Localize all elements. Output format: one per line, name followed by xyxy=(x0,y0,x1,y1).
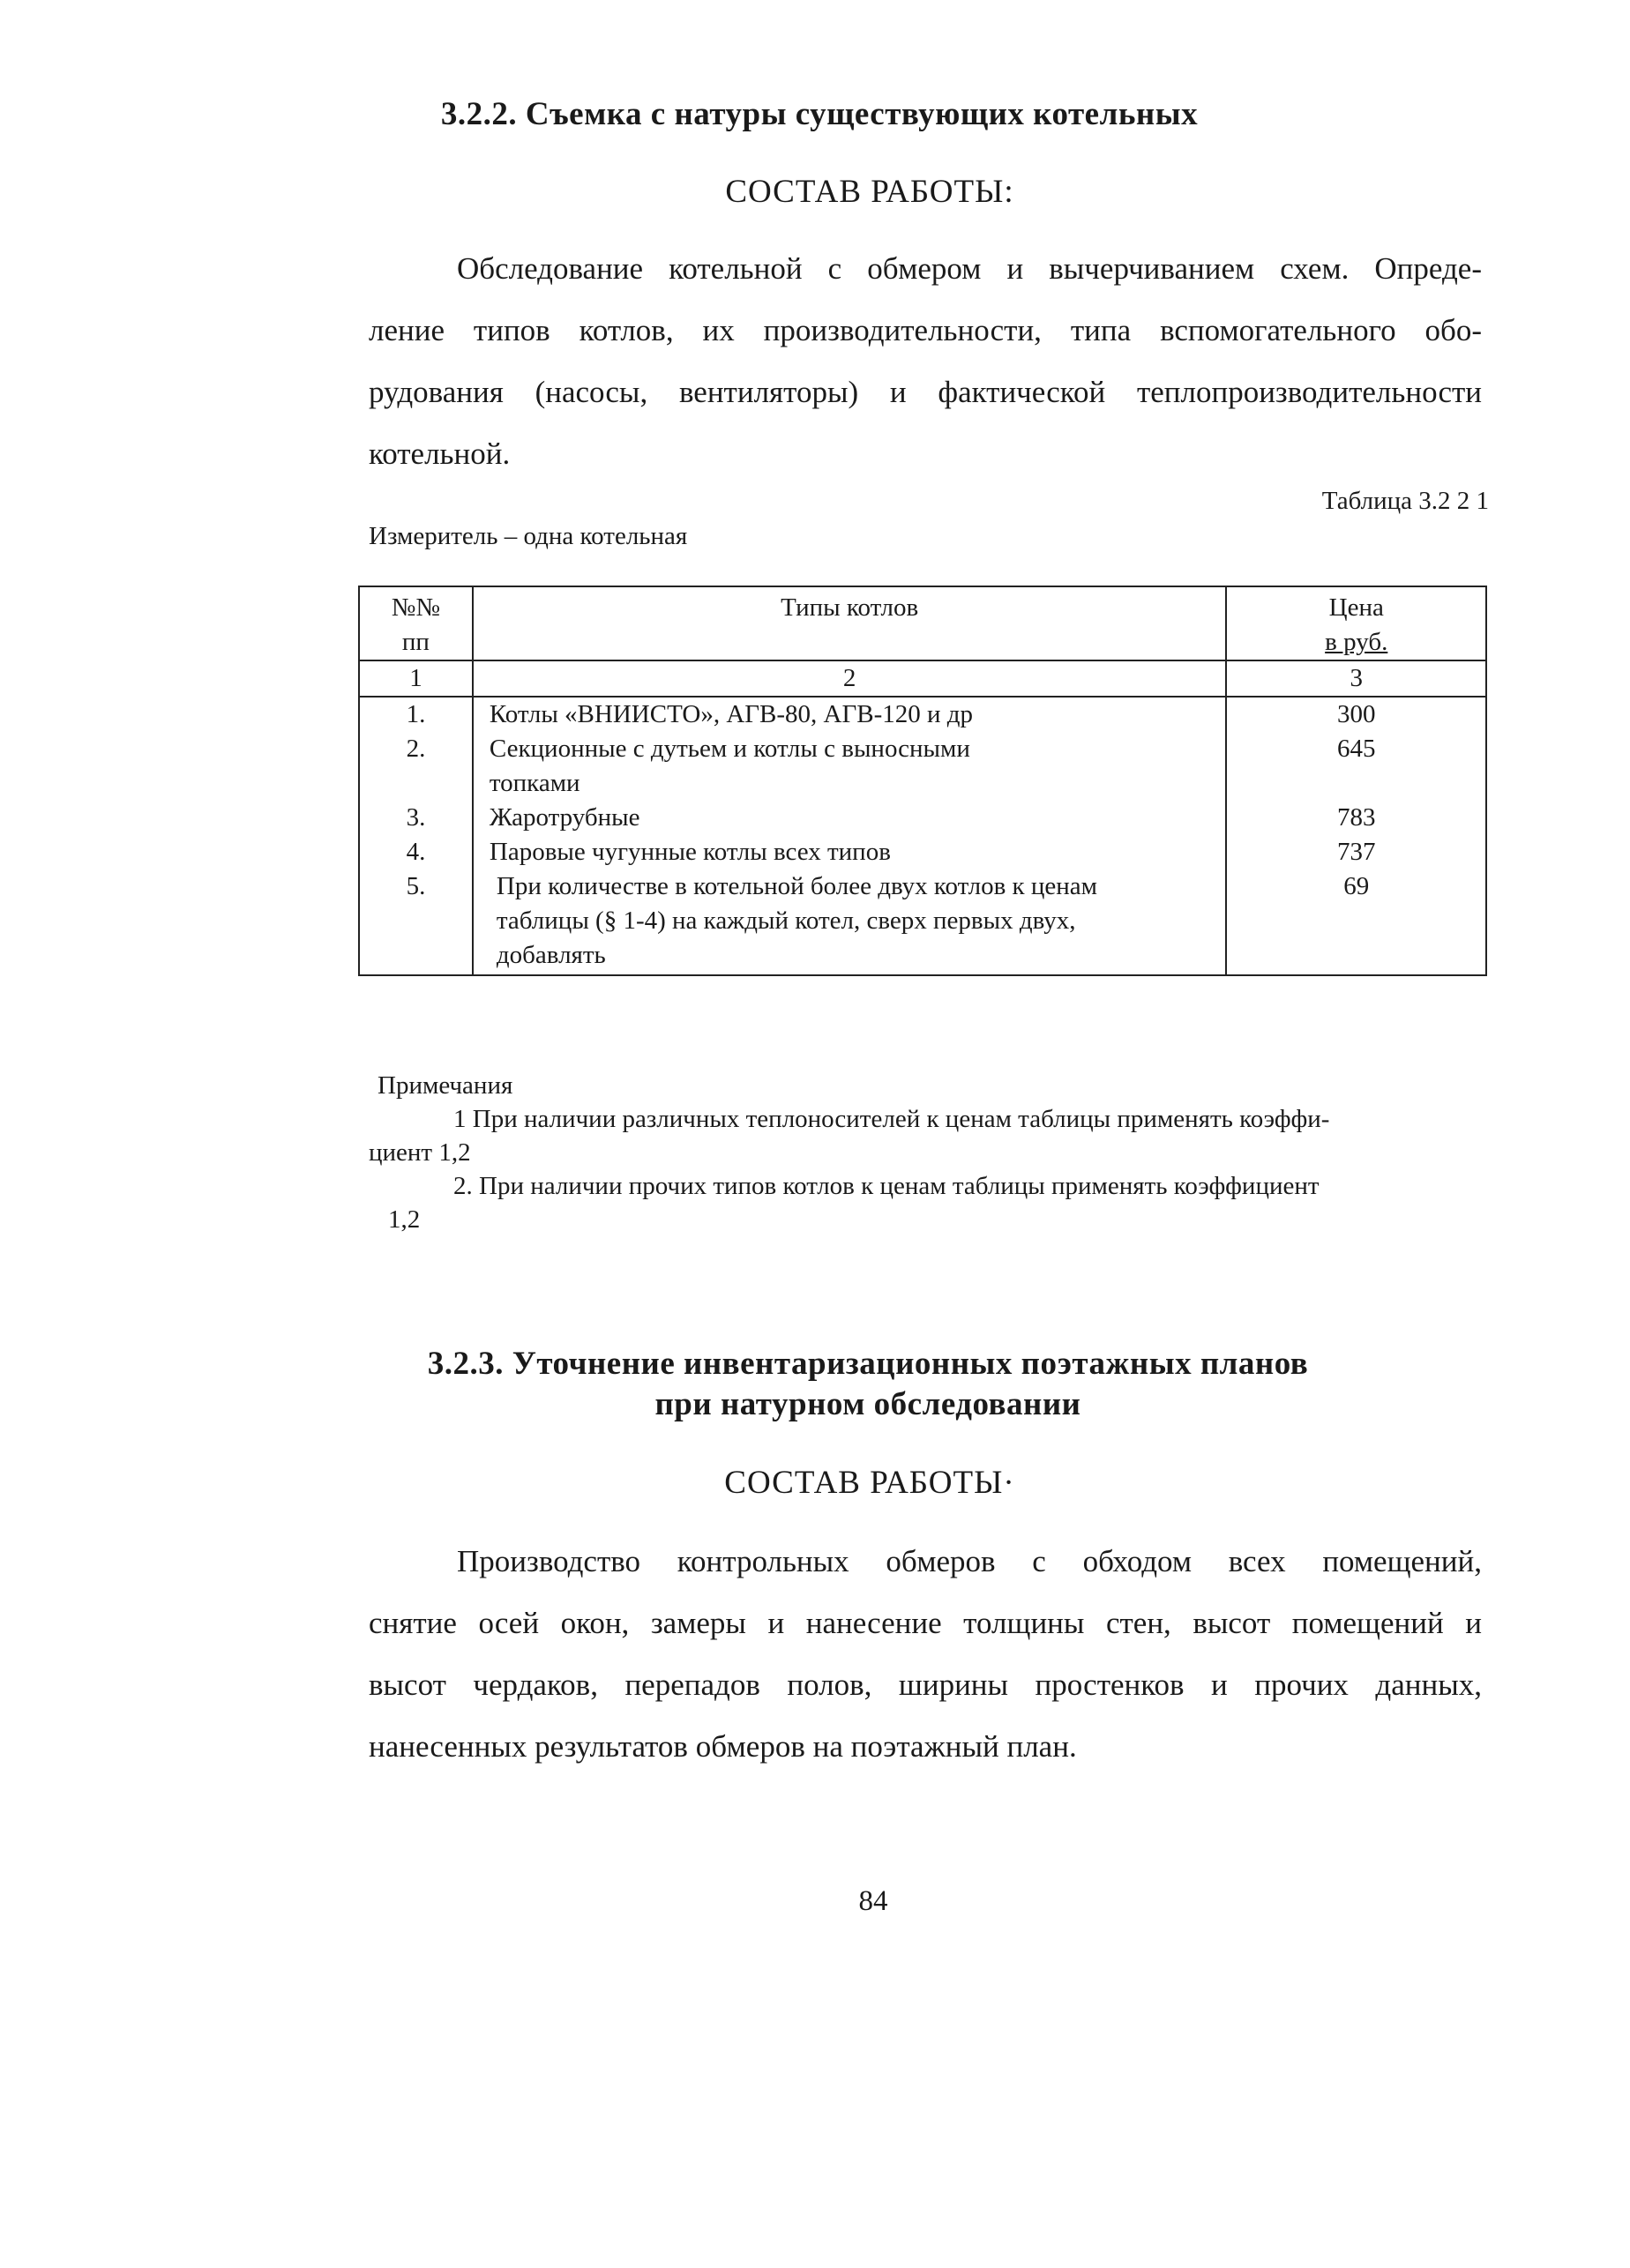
table-row xyxy=(359,697,1486,732)
row-number: 2. xyxy=(359,732,473,801)
row-price: 737 xyxy=(1226,835,1486,869)
table-header-row xyxy=(359,586,1486,660)
row-price: 300 xyxy=(1226,697,1486,732)
notes-title: Примечания xyxy=(378,1071,513,1100)
row-type-line: При количестве в котельной более двух котлов к ценам xyxy=(496,872,1098,900)
row-boiler-type xyxy=(473,801,1227,835)
row-price: 69 xyxy=(1226,869,1486,975)
table-caption: Таблица 3.2 2 1 xyxy=(1321,487,1489,515)
row-boiler-type xyxy=(473,869,1227,975)
header-price-line1: Цена xyxy=(1328,593,1384,622)
index-cell: 2 xyxy=(473,660,1227,697)
table-row xyxy=(359,835,1486,869)
header-price xyxy=(1226,586,1486,660)
row-number: 3. xyxy=(359,801,473,835)
row-type-line: Паровые чугунные котлы всех типов xyxy=(489,838,891,866)
paragraph-line: котельной. xyxy=(369,436,511,471)
row-number: 5. xyxy=(359,869,473,975)
row-boiler-type xyxy=(473,835,1227,869)
page-number: 84 xyxy=(858,1885,888,1917)
row-type-line: добавлять xyxy=(496,941,606,969)
note-2-line1: 2. При наличии прочих типов котлов к ценам таблицы применять коэффициент xyxy=(453,1172,1320,1200)
paragraph-line: высот чердаков, перепадов полов, ширины простенков и прочих данных, xyxy=(369,1667,1482,1702)
section-heading-3-2-2: 3.2.2. Съемка с натуры существующих котельных xyxy=(440,96,1199,132)
boiler-price-table xyxy=(358,586,1487,976)
row-number: 1. xyxy=(359,697,473,732)
work-description-paragraph-2 xyxy=(369,1531,1482,1778)
row-number: 4. xyxy=(359,835,473,869)
paragraph-line: Обследование котельной с обмером и вычерчиванием схем. Опреде- xyxy=(457,251,1482,286)
row-type-line: топками xyxy=(489,769,580,797)
notes-block xyxy=(369,1069,1498,1236)
work-composition-title: СОСТАВ РАБОТЫ: xyxy=(725,174,1014,210)
table-row xyxy=(359,732,1486,801)
index-cell: 1 xyxy=(359,660,473,697)
note-1-line2: циент 1,2 xyxy=(369,1138,471,1167)
paragraph-line: снятие осей окон, замеры и нанесение толщины стен, высот помещений и xyxy=(369,1606,1482,1640)
row-boiler-type xyxy=(473,697,1227,732)
header-number-line2: пп xyxy=(401,628,430,656)
row-price: 645 xyxy=(1226,732,1486,801)
table-index-row xyxy=(359,660,1486,697)
table-row xyxy=(359,869,1486,975)
row-boiler-type xyxy=(473,732,1227,801)
section-heading-line: при натурном обследовании xyxy=(654,1386,1081,1422)
paragraph-line: нанесенных результатов обмеров на поэтажный план. xyxy=(369,1729,1077,1764)
section-heading-3-2-3 xyxy=(0,1344,1630,1425)
row-price: 783 xyxy=(1226,801,1486,835)
header-price-line2: в руб. xyxy=(1325,628,1388,656)
work-composition-title-2: СОСТАВ РАБОТЫ· xyxy=(724,1465,1015,1501)
header-boiler-type: Типы котлов xyxy=(473,586,1227,660)
paragraph-line: рудования (насосы, вентиляторы) и фактической теплопроизводительности xyxy=(369,375,1482,409)
note-1-line1: 1 При наличии различных теплоносителей к ценам таблицы применять коэффи- xyxy=(453,1105,1330,1133)
section-heading-line: 3.2.3. Уточнение инвентаризационных поэтажных планов xyxy=(427,1346,1309,1382)
paragraph-line: ление типов котлов, их производительности, типа вспомогательного обо- xyxy=(369,313,1482,347)
row-type-line: Котлы «ВНИИСТО», АГВ-80, АГВ-120 и др xyxy=(489,700,974,728)
note-2-line2: 1,2 xyxy=(388,1205,421,1234)
row-type-line: Жаротрубные xyxy=(489,803,640,832)
header-number-line1: №№ xyxy=(391,593,441,622)
row-type-line: таблицы (§ 1-4) на каждый котел, сверх первых двух, xyxy=(496,906,1076,935)
header-number xyxy=(359,586,473,660)
row-type-line: Секционные с дутьем и котлы с выносными xyxy=(489,735,970,763)
table-row xyxy=(359,801,1486,835)
work-description-paragraph xyxy=(369,238,1482,485)
table-meter: Измеритель – одна котельная xyxy=(369,522,688,550)
index-cell: 3 xyxy=(1226,660,1486,697)
paragraph-line: Производство контрольных обмеров с обходом всех помещений, xyxy=(457,1544,1482,1578)
